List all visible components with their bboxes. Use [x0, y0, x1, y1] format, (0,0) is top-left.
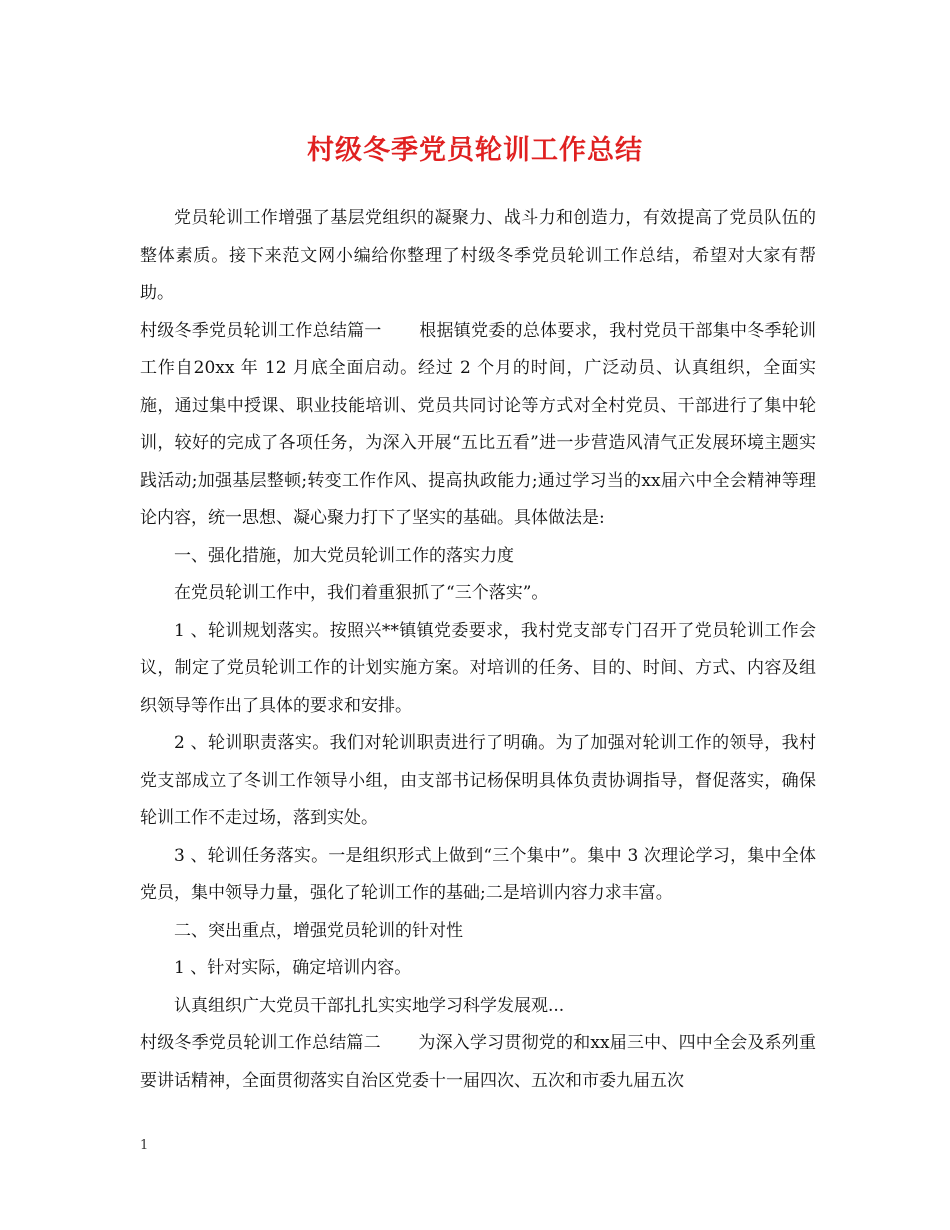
- section-text: 根据镇党委的总体要求，我村党员干部集中冬季轮训工作自20xx 年 12 月底全面启动。经过 2 个月的时间，广泛动员、认真组织，全面实施，通过集中授课、职业技能培训、党员共同讨论等方式对全村党员、干部进行了集中轮训，较好的完成了各项任务，为深入开展“五比五看”进一步营造风清气正发展环境主题实践活动;加强基层整顿;转变工作作风、提高执政能力;通过学习当的xx届六中全会精神等理论内容，统一思想、凝心聚力打下了坚实的基础。具体做法是:: [140, 320, 817, 528]
- paragraph: 二、突出重点，增强党员轮训的针对性: [174, 920, 463, 941]
- paragraph: 1 、轮训规划落实。按照兴**镇镇党委要求，我村党支部专门召开了党员轮训工作会议，制定了党员轮训工作的计划实施方案。对培训的任务、目的、时间、方式、内容及组织领导等作出了具体的要求和安排。: [140, 620, 816, 716]
- paragraph: 1 、针对实际，确定培训内容。: [174, 958, 412, 978]
- paragraph-section-one: [140, 313, 816, 538]
- section-heading: 村级冬季党员轮训工作总结篇二: [140, 1033, 381, 1053]
- paragraph: 认真组织广大党员干部扎扎实实地学习科学发展观...: [174, 995, 565, 1016]
- paragraph: 一、强化措施，加大党员轮训工作的落实力度: [174, 545, 514, 566]
- section-text: 为深入学习贯彻党的和xx届三中、四中全会及系列重要讲话精神，全面贯彻落实自治区党委十一届四次、五次和市委九届五次: [140, 1033, 816, 1091]
- page-number: 1: [140, 1138, 149, 1153]
- paragraph-section-two: [140, 1025, 816, 1100]
- document-title: 村级冬季党员轮训工作总结: [307, 135, 643, 166]
- document-body: [140, 200, 816, 1100]
- paragraph-intro: 党员轮训工作增强了基层党组织的凝聚力、战斗力和创造力，有效提高了党员队伍的整体素质。接下来范文网小编给你整理了村级冬季党员轮训工作总结，希望对大家有帮助。: [140, 208, 816, 303]
- paragraph: 3 、轮训任务落实。一是组织形式上做到“三个集中”。集中 3 次理论学习，集中全体党员，集中领导力量，强化了轮训工作的基础;二是培训内容力求丰富。: [140, 845, 816, 903]
- section-heading: 村级冬季党员轮训工作总结篇一: [140, 320, 382, 341]
- paragraph: 2 、轮训职责落实。我们对轮训职责进行了明确。为了加强对轮训工作的领导，我村党支部成立了冬训工作领导小组，由支部书记杨保明具体负责协调指导，督促落实，确保轮训工作不走过场，落到实处。: [140, 733, 816, 828]
- paragraph: 在党员轮训工作中，我们着重狠抓了“三个落实”。: [174, 583, 549, 603]
